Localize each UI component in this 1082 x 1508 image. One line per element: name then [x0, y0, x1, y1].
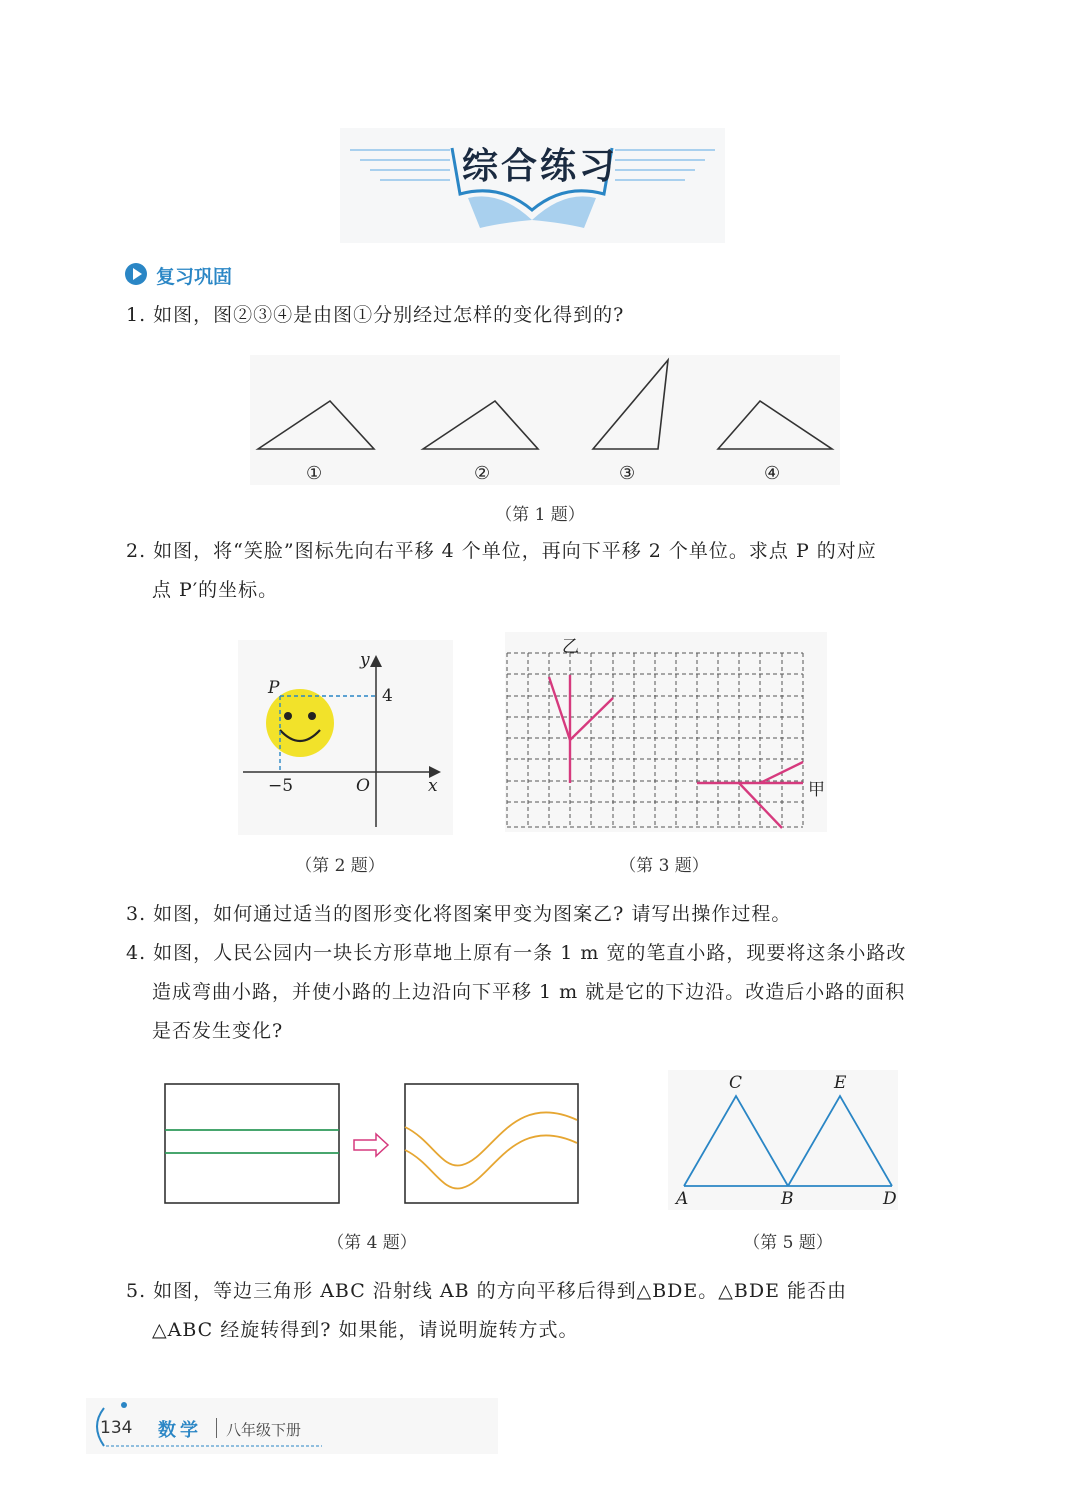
pattern-yi: [549, 675, 613, 783]
q4-figure: [162, 1080, 582, 1208]
triangle-3: [593, 360, 668, 449]
footer-divider: [216, 1418, 217, 1438]
q3-caption: （第 3 题）: [619, 856, 709, 876]
question-4-line-1: 4. 如图，人民公园内一块长方形草地上原有一条 1 m 宽的笔直小路，现要将这条小路改: [126, 942, 907, 964]
origin-label: O: [356, 776, 370, 796]
question-4-line-2: 造成弯曲小路，并使小路的上边沿向下平移 1 m 就是它的下边沿。改造后小路的面积: [152, 981, 906, 1003]
arrow-icon: [354, 1134, 388, 1156]
q4-caption: （第 4 题）: [327, 1233, 417, 1253]
question-5-line-1: 5. 如图，等边三角形 ABC 沿射线 AB 的方向平移后得到△BDE。△BDE 能否由: [126, 1280, 847, 1302]
triangle-bde: [788, 1096, 892, 1186]
section-title: 复习巩固: [156, 266, 233, 288]
page-number: 134: [100, 1418, 133, 1438]
point-a-label: A: [676, 1189, 689, 1209]
question-2-line-1: 2. 如图，将“笑脸”图标先向右平移 4 个单位，再向下平移 2 个单位。求点 P 的对应: [126, 540, 877, 562]
point-b-label: B: [781, 1189, 794, 1209]
label-yi: 乙: [562, 637, 579, 657]
triangle-4: [718, 401, 832, 449]
footer: [86, 1398, 498, 1454]
point-p-label: P: [268, 678, 280, 698]
lawn-before: [165, 1084, 339, 1203]
label-4: ④: [764, 463, 781, 484]
dashed-grid: [507, 653, 803, 827]
tick-y-label: 4: [382, 686, 393, 706]
tick-x-label: −5: [268, 776, 294, 796]
label-jia: 甲: [808, 780, 825, 800]
y-axis-label: y: [360, 650, 370, 670]
question-5-line-2: △ABC 经旋转得到? 如果能，请说明旋转方式。: [152, 1319, 579, 1341]
q1-caption: （第 1 题）: [495, 505, 585, 525]
question-1: 1. 如图，图②③④是由图①分别经过怎样的变化得到的?: [126, 304, 625, 326]
pattern-jia: [697, 762, 803, 828]
q2-figure: [238, 640, 453, 835]
x-axis-label: x: [428, 776, 438, 796]
label-3: ③: [619, 463, 636, 484]
banner: [340, 128, 725, 243]
triangle-abc: [684, 1096, 788, 1186]
q5-caption: （第 5 题）: [743, 1233, 833, 1253]
q2-caption: （第 2 题）: [295, 856, 385, 876]
smiley-face: [266, 689, 334, 757]
banner-title: 综合练习: [462, 145, 619, 187]
q5-figure: [668, 1070, 898, 1210]
point-c-label: C: [729, 1073, 743, 1093]
question-3: 3. 如图，如何通过适当的图形变化将图案甲变为图案乙? 请写出操作过程。: [126, 903, 792, 925]
label-1: ①: [306, 463, 323, 484]
triangle-1: [258, 401, 374, 449]
label-2: ②: [474, 463, 491, 484]
play-icon: [124, 262, 148, 286]
q3-figure: [505, 632, 827, 832]
grade-label: 八年级下册: [226, 1421, 302, 1439]
point-e-label: E: [834, 1073, 847, 1093]
triangle-2: [423, 401, 538, 449]
point-d-label: D: [883, 1189, 897, 1209]
question-4-line-3: 是否发生变化?: [152, 1020, 284, 1042]
question-2-line-2: 点 P′的坐标。: [152, 579, 279, 601]
q1-figure: [250, 355, 840, 485]
subject-name: 数学: [158, 1420, 202, 1441]
